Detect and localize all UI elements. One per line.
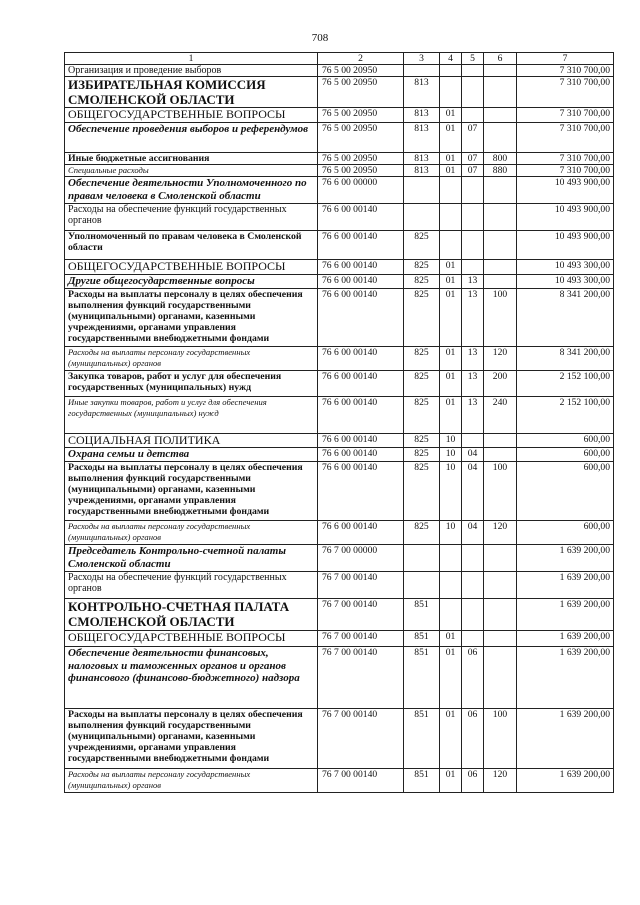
section-code-cell: 10 [440, 521, 462, 545]
department-code-cell: 851 [404, 709, 440, 769]
section-code-cell: 01 [440, 631, 462, 647]
target-code-cell: 76 6 00 00140 [318, 434, 404, 448]
row-name-cell: Другие общегосударственные вопросы [65, 275, 318, 289]
row-name-cell: Обеспечение деятельности финансовых, налоговых и таможенных органов и органов финансового (финансово-бюджетного) надзора [65, 647, 318, 709]
page-number: 708 [311, 32, 329, 44]
expense-type-cell [484, 545, 517, 572]
subsection-code-cell: 07 [462, 123, 484, 153]
department-code-cell: 813 [404, 153, 440, 165]
header-col-1: 1 [65, 53, 318, 65]
amount-cell: 8 341 200,00 [517, 347, 614, 371]
amount-cell: 1 639 200,00 [517, 631, 614, 647]
row-name-cell: Обеспечение проведения выборов и референдумов [65, 123, 318, 153]
subsection-code-cell [462, 65, 484, 77]
section-code-cell: 01 [440, 123, 462, 153]
amount-cell: 7 310 700,00 [517, 77, 614, 108]
subsection-code-cell: 04 [462, 462, 484, 521]
row-name-cell: Специальные расходы [65, 165, 318, 177]
subsection-code-cell: 04 [462, 521, 484, 545]
table-row [65, 153, 614, 165]
department-code-cell: 825 [404, 347, 440, 371]
amount-cell: 600,00 [517, 462, 614, 521]
department-code-cell: 813 [404, 123, 440, 153]
section-code-cell: 01 [440, 647, 462, 709]
target-code-cell: 76 7 00 00140 [318, 769, 404, 793]
target-code-cell: 76 5 00 20950 [318, 153, 404, 165]
expense-type-cell: 240 [484, 397, 517, 434]
row-name-cell: Председатель Контрольно-счетной палаты Смоленской области [65, 545, 318, 572]
department-code-cell: 813 [404, 77, 440, 108]
expense-type-cell: 100 [484, 289, 517, 347]
row-name-cell: Расходы на выплаты персоналу в целях обеспечения выполнения функций государственными (муниципальными) органами, казенными учреждениями, органами управления государственными внебюджетными фондами [65, 462, 318, 521]
subsection-code-cell: 06 [462, 709, 484, 769]
amount-cell: 2 152 100,00 [517, 397, 614, 434]
amount-cell: 600,00 [517, 448, 614, 462]
target-code-cell: 76 6 00 00140 [318, 448, 404, 462]
amount-cell: 7 310 700,00 [517, 108, 614, 123]
row-name-cell: Расходы на выплаты персоналу государственных (муниципальных) органов [65, 347, 318, 371]
table-row [65, 65, 614, 77]
section-code-cell: 01 [440, 260, 462, 275]
table-row [65, 769, 614, 793]
amount-cell: 10 493 900,00 [517, 204, 614, 231]
header-row [65, 53, 614, 65]
section-code-cell [440, 545, 462, 572]
expense-type-cell [484, 231, 517, 260]
budget-table [64, 52, 614, 793]
target-code-cell: 76 6 00 00140 [318, 521, 404, 545]
amount-cell: 2 152 100,00 [517, 371, 614, 397]
subsection-code-cell [462, 204, 484, 231]
section-code-cell: 01 [440, 275, 462, 289]
target-code-cell: 76 5 00 20950 [318, 108, 404, 123]
subsection-code-cell: 06 [462, 647, 484, 709]
section-code-cell: 01 [440, 165, 462, 177]
section-code-cell [440, 231, 462, 260]
section-code-cell: 01 [440, 153, 462, 165]
table-row [65, 231, 614, 260]
row-name-cell: Закупка товаров, работ и услуг для обеспечения государственных (муниципальных) нужд [65, 371, 318, 397]
section-code-cell [440, 65, 462, 77]
amount-cell: 600,00 [517, 521, 614, 545]
department-code-cell: 851 [404, 769, 440, 793]
department-code-cell: 825 [404, 371, 440, 397]
row-name-cell: Расходы на выплаты персоналу государственных (муниципальных) органов [65, 769, 318, 793]
subsection-code-cell: 13 [462, 397, 484, 434]
target-code-cell: 76 7 00 00140 [318, 572, 404, 599]
amount-cell: 1 639 200,00 [517, 599, 614, 631]
expense-type-cell [484, 448, 517, 462]
amount-cell: 10 493 900,00 [517, 177, 614, 204]
subsection-code-cell [462, 434, 484, 448]
target-code-cell: 76 6 00 00140 [318, 204, 404, 231]
target-code-cell: 76 7 00 00140 [318, 631, 404, 647]
department-code-cell [404, 177, 440, 204]
amount-cell: 8 341 200,00 [517, 289, 614, 347]
target-code-cell: 76 6 00 00140 [318, 371, 404, 397]
department-code-cell: 825 [404, 231, 440, 260]
table-row [65, 434, 614, 448]
department-code-cell: 851 [404, 599, 440, 631]
target-code-cell: 76 5 00 20950 [318, 77, 404, 108]
amount-cell: 7 310 700,00 [517, 65, 614, 77]
department-code-cell: 825 [404, 521, 440, 545]
target-code-cell: 76 7 00 00000 [318, 545, 404, 572]
table-row [65, 123, 614, 153]
target-code-cell: 76 6 00 00140 [318, 260, 404, 275]
target-code-cell: 76 6 00 00140 [318, 397, 404, 434]
row-name-cell: Иные бюджетные ассигнования [65, 153, 318, 165]
table-row [65, 572, 614, 599]
table-row [65, 177, 614, 204]
subsection-code-cell [462, 572, 484, 599]
section-code-cell [440, 599, 462, 631]
expense-type-cell [484, 260, 517, 275]
row-name-cell: Расходы на обеспечение функций государственных органов [65, 572, 318, 599]
section-code-cell [440, 77, 462, 108]
target-code-cell: 76 6 00 00140 [318, 231, 404, 260]
department-code-cell: 813 [404, 165, 440, 177]
subsection-code-cell: 13 [462, 371, 484, 397]
section-code-cell: 01 [440, 108, 462, 123]
expense-type-cell: 200 [484, 371, 517, 397]
section-code-cell [440, 177, 462, 204]
row-name-cell: Расходы на обеспечение функций государственных органов [65, 204, 318, 231]
row-name-cell: ОБЩЕГОСУДАРСТВЕННЫЕ ВОПРОСЫ [65, 260, 318, 275]
department-code-cell: 825 [404, 434, 440, 448]
row-name-cell: СОЦИАЛЬНАЯ ПОЛИТИКА [65, 434, 318, 448]
table-row [65, 462, 614, 521]
expense-type-cell: 880 [484, 165, 517, 177]
subsection-code-cell [462, 177, 484, 204]
department-code-cell [404, 204, 440, 231]
row-name-cell: Уполномоченный по правам человека в Смоленской области [65, 231, 318, 260]
department-code-cell: 825 [404, 448, 440, 462]
table-row [65, 77, 614, 108]
department-code-cell: 825 [404, 260, 440, 275]
expense-type-cell [484, 77, 517, 108]
section-code-cell: 01 [440, 371, 462, 397]
table-row [65, 289, 614, 347]
amount-cell: 10 493 300,00 [517, 275, 614, 289]
table-row [65, 397, 614, 434]
row-name-cell: Обеспечение деятельности Уполномоченного по правам человека в Смоленской области [65, 177, 318, 204]
table-row [65, 709, 614, 769]
expense-type-cell [484, 275, 517, 289]
amount-cell: 7 310 700,00 [517, 153, 614, 165]
department-code-cell: 825 [404, 397, 440, 434]
table-row [65, 165, 614, 177]
expense-type-cell [484, 177, 517, 204]
department-code-cell: 851 [404, 647, 440, 709]
department-code-cell: 825 [404, 275, 440, 289]
amount-cell: 7 310 700,00 [517, 165, 614, 177]
target-code-cell: 76 5 00 20950 [318, 165, 404, 177]
subsection-code-cell: 07 [462, 153, 484, 165]
expense-type-cell [484, 599, 517, 631]
subsection-code-cell [462, 631, 484, 647]
expense-type-cell: 120 [484, 769, 517, 793]
expense-type-cell [484, 65, 517, 77]
amount-cell: 1 639 200,00 [517, 769, 614, 793]
department-code-cell [404, 545, 440, 572]
subsection-code-cell: 06 [462, 769, 484, 793]
expense-type-cell [484, 631, 517, 647]
department-code-cell: 813 [404, 108, 440, 123]
row-name-cell: Организация и проведение выборов [65, 65, 318, 77]
row-name-cell: ОБЩЕГОСУДАРСТВЕННЫЕ ВОПРОСЫ [65, 108, 318, 123]
section-code-cell: 10 [440, 462, 462, 521]
header-col-7: 7 [517, 53, 614, 65]
expense-type-cell: 100 [484, 709, 517, 769]
section-code-cell: 01 [440, 709, 462, 769]
table-row [65, 647, 614, 709]
target-code-cell: 76 7 00 00140 [318, 709, 404, 769]
row-name-cell: Иные закупки товаров, работ и услуг для обеспечения государственных (муниципальных) нужд [65, 397, 318, 434]
target-code-cell: 76 6 00 00140 [318, 289, 404, 347]
table-row [65, 599, 614, 631]
expense-type-cell [484, 123, 517, 153]
amount-cell: 10 493 900,00 [517, 231, 614, 260]
subsection-code-cell: 04 [462, 448, 484, 462]
header-col-4: 4 [440, 53, 462, 65]
expense-type-cell [484, 204, 517, 231]
target-code-cell: 76 7 00 00140 [318, 647, 404, 709]
department-code-cell [404, 65, 440, 77]
table-row [65, 204, 614, 231]
row-name-cell: ОБЩЕГОСУДАРСТВЕННЫЕ ВОПРОСЫ [65, 631, 318, 647]
row-name-cell: Расходы на выплаты персоналу в целях обеспечения выполнения функций государственными (муниципальными) органами, казенными учреждениями, органами управления государственными внебюджетными фондами [65, 709, 318, 769]
target-code-cell: 76 6 00 00140 [318, 347, 404, 371]
subsection-code-cell: 13 [462, 289, 484, 347]
subsection-code-cell [462, 599, 484, 631]
target-code-cell: 76 5 00 20950 [318, 65, 404, 77]
subsection-code-cell [462, 231, 484, 260]
department-code-cell: 825 [404, 462, 440, 521]
department-code-cell [404, 572, 440, 599]
table-row [65, 260, 614, 275]
table-row [65, 275, 614, 289]
subsection-code-cell: 13 [462, 275, 484, 289]
subsection-code-cell [462, 108, 484, 123]
target-code-cell: 76 6 00 00140 [318, 462, 404, 521]
expense-type-cell: 120 [484, 521, 517, 545]
table-row [65, 448, 614, 462]
section-code-cell [440, 572, 462, 599]
department-code-cell: 851 [404, 631, 440, 647]
amount-cell: 600,00 [517, 434, 614, 448]
subsection-code-cell: 13 [462, 347, 484, 371]
row-name-cell: Расходы на выплаты персоналу государственных (муниципальных) органов [65, 521, 318, 545]
target-code-cell: 76 6 00 00000 [318, 177, 404, 204]
subsection-code-cell [462, 260, 484, 275]
subsection-code-cell [462, 77, 484, 108]
expense-type-cell [484, 108, 517, 123]
department-code-cell: 825 [404, 289, 440, 347]
section-code-cell: 01 [440, 347, 462, 371]
expense-type-cell [484, 572, 517, 599]
expense-type-cell: 120 [484, 347, 517, 371]
section-code-cell [440, 204, 462, 231]
amount-cell: 1 639 200,00 [517, 545, 614, 572]
expense-type-cell: 100 [484, 462, 517, 521]
target-code-cell: 76 5 00 20950 [318, 123, 404, 153]
amount-cell: 7 310 700,00 [517, 123, 614, 153]
expense-type-cell [484, 434, 517, 448]
row-name-cell: ИЗБИРАТЕЛЬНАЯ КОМИССИЯ СМОЛЕНСКОЙ ОБЛАСТИ [65, 77, 318, 108]
subsection-code-cell: 07 [462, 165, 484, 177]
row-name-cell: Охрана семьи и детства [65, 448, 318, 462]
row-name-cell: КОНТРОЛЬНО-СЧЕТНАЯ ПАЛАТА СМОЛЕНСКОЙ ОБЛАСТИ [65, 599, 318, 631]
section-code-cell: 10 [440, 434, 462, 448]
table-row [65, 371, 614, 397]
section-code-cell: 01 [440, 769, 462, 793]
expense-type-cell: 800 [484, 153, 517, 165]
table-row [65, 347, 614, 371]
section-code-cell: 01 [440, 397, 462, 434]
table-row [65, 521, 614, 545]
section-code-cell: 01 [440, 289, 462, 347]
amount-cell: 1 639 200,00 [517, 572, 614, 599]
target-code-cell: 76 6 00 00140 [318, 275, 404, 289]
header-col-6: 6 [484, 53, 517, 65]
header-col-5: 5 [462, 53, 484, 65]
target-code-cell: 76 7 00 00140 [318, 599, 404, 631]
header-col-2: 2 [318, 53, 404, 65]
table-row [65, 108, 614, 123]
expense-type-cell [484, 647, 517, 709]
amount-cell: 1 639 200,00 [517, 647, 614, 709]
section-code-cell: 10 [440, 448, 462, 462]
table-row [65, 545, 614, 572]
amount-cell: 1 639 200,00 [517, 709, 614, 769]
amount-cell: 10 493 300,00 [517, 260, 614, 275]
table-row [65, 631, 614, 647]
row-name-cell: Расходы на выплаты персоналу в целях обеспечения выполнения функций государственными (муниципальными) органами, казенными учреждениями, органами управления государственными внебюджетными фондами [65, 289, 318, 347]
table-body [65, 65, 614, 793]
header-col-3: 3 [404, 53, 440, 65]
subsection-code-cell [462, 545, 484, 572]
